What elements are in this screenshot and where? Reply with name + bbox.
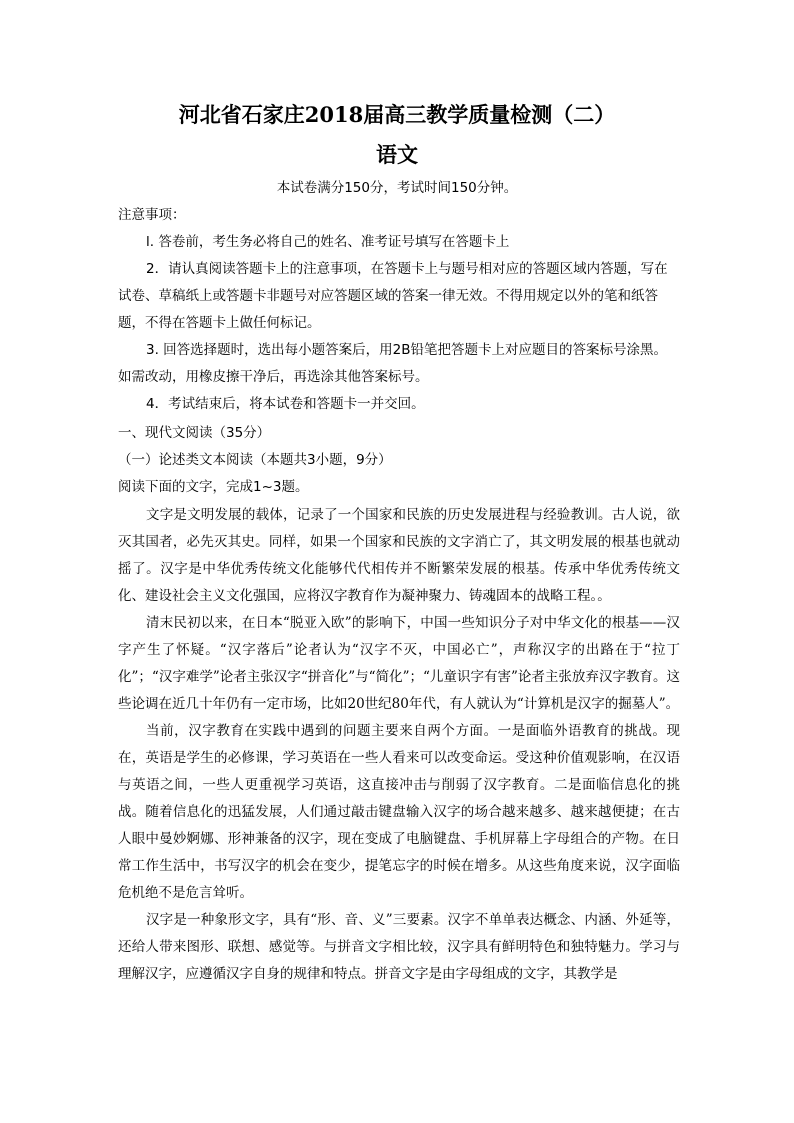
exam-info: 本试卷满分150分，考试时间150分钟。 [276,180,518,196]
note-item-4: 4．考试结束后，将本试卷和答题卡一并交回。 [146,396,425,412]
part-heading: 一、现代文阅读（35分） [118,425,271,441]
subpart-heading: （一）论述类文本阅读（本题共3小题，9分） [118,452,392,468]
passage-paragraph-1: 文字是文明发展的载体，记录了一个国家和民族的历史发展进程与经验教训。古人说，欲灭其国者，必先灭其史。同样，如果一个国家和民族的文字消亡了，其文明发展的根基也就动摇了。汉字是中华优秀传统文化能够代代相传并不断繁荣发展的根基。传承中华优秀传统文化、建设社会主义文化强国，应将汉字教育作为凝神聚力、铸魂固本的战略工程。。 [118,507,680,604]
section-headings [118,420,678,501]
notes-heading: 注意事项： [118,207,186,223]
note-item-3: 3. 回答选择题时，选出每小题答案后，用2B铅笔把答题卡上对应题目的答案标号涂黑。如需改动，用橡皮擦干净后，再选涂其他答案标号。 [118,342,668,385]
reading-instruction: 阅读下面的文字，完成1~3题。 [118,479,309,495]
exam-title: 河北省石家庄2018届高三教学质量检测（二） [178,102,616,127]
notes-section [118,202,678,418]
subject-title: 语文 [376,142,418,167]
reading-passage [118,502,680,988]
note-item-2: 2．请认真阅读答题卡上的注意事项，在答题卡上与题号相对应的答题区域内答题，写在试卷、草稿纸上或答题卡非题号对应答题区域的答案一律无效。不得用规定以外的笔和纸答题，不得在答题卡上做任何标记。 [118,261,668,331]
passage-paragraph-4: 汉字是一种象形文字，具有“形、音、义”三要素。汉字不单单表达概念、内涵、外延等，还给人带来图形、联想、感觉等。与拼音文字相比较，汉字具有鲜明特色和独特魅力。学习与理解汉字，应遵循汉字自身的规律和特点。拼音文字是由字母组成的文字，其教学是 [118,912,680,982]
note-item-1: l. 答卷前，考生务必将自己的姓名、准考证号填写在答题卡上 [146,234,510,250]
passage-paragraph-3: 当前，汉字教育在实践中遇到的问题主要来自两个方面。一是面临外语教育的挑战。现在，英语是学生的必修课，学习英语在一些人看来可以改变命运。受这种价值观影响，在汉语与英语之间，一些人更重视学习英语，这直接冲击与削弱了汉字教育。二是面临信息化的挑战。随着信息化的迅猛发展，人们通过敲击键盘输入汉字的场合越来越多、越来越便捷；在古人眼中曼妙婀娜、形神兼备的汉字，现在变成了电脑键盘、手机屏幕上字母组合的产物。在日常工作生活中，书写汉字的机会在变少，提笔忘字的时候在增多。从这些角度来说，汉字面临危机绝不是危言耸听。 [118,723,680,901]
passage-paragraph-2: 清末民初以来，在日本“脱亚入欧”的影响下，中国一些知识分子对中华文化的根基——汉字产生了怀疑。“汉字落后”论者认为“汉字不灭，中国必亡”，声称汉字的出路在于“拉丁化”；“汉字难学”论者主张汉字“拼音化”与“简化”；“儿童识字有害”论者主张放弃汉字教育。这些论调在近几十年仍有一定市场，比如20世纪80年代，有人就认为“计算机是汉字的掘墓人”。 [118,615,680,712]
